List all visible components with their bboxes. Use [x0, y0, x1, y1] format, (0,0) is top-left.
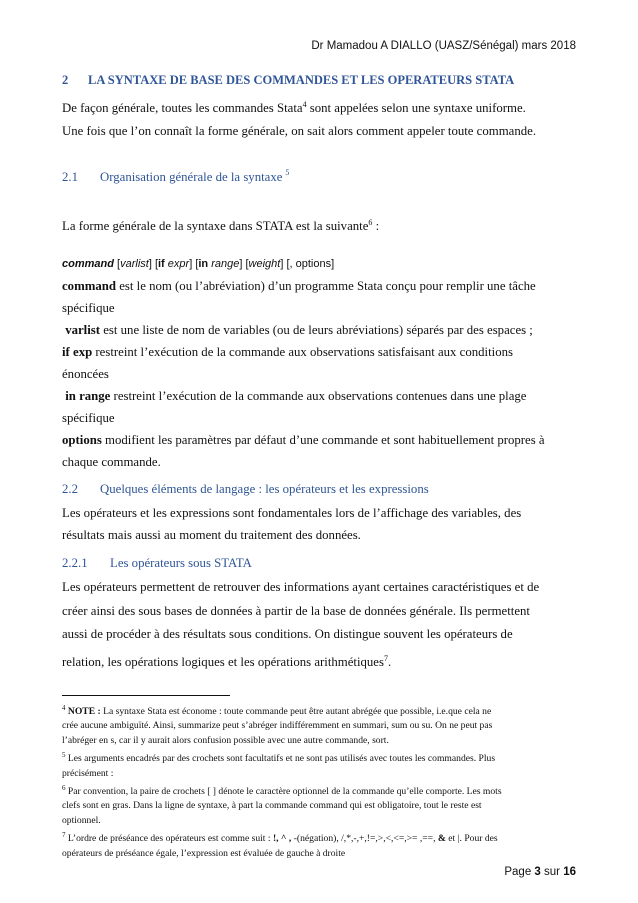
section-2-1-number: 2.1	[62, 170, 78, 184]
page-header	[311, 40, 576, 52]
syntax-expr: expr	[167, 258, 190, 270]
section-2-2-1-line-4	[62, 647, 580, 675]
footnote-7-text-a: L’ordre de préséance des opérateurs est comme suit :	[65, 833, 273, 845]
footnote-7	[62, 828, 580, 846]
item-options-keyword: options	[62, 433, 102, 447]
section-2-2-number: 2.2	[62, 482, 78, 496]
footnote-ref-4[interactable]: 4	[302, 100, 307, 109]
footnote-5	[62, 748, 580, 766]
item-options-desc-1: modifient les paramètres par défaut d’une commande et sont habituellement propres à	[101, 433, 545, 447]
item-inrange-keyword: in range	[65, 389, 111, 403]
footer-total-pages: 16	[563, 866, 576, 878]
syntax-in: in	[198, 258, 209, 270]
footnote-7-line-2: opérateurs de préséance égale, l’expression est évaluée de gauche à droite	[62, 847, 346, 859]
section-2-number: 2	[62, 73, 69, 87]
section-2-2-1-heading	[62, 556, 580, 571]
item-command-desc-1: est le nom (ou l’abréviation) d’un programme Stata conçu pour remplir une tâche	[116, 279, 536, 293]
footnote-4-line-2: crée aucune ambiguïté. Ainsi, summarize peut s’abréger indifféremment en summari, sum ou su. On ne peut pas	[62, 720, 493, 732]
item-options	[62, 429, 580, 451]
item-ifexp	[62, 341, 580, 363]
form-text-b: :	[372, 219, 380, 233]
section-2-2-1-line-4-text: relation, les opérations logiques et les opérations arithmétiques	[62, 654, 384, 669]
footnote-6-line-2: clefs sont en gras. Dans la ligne de syntaxe, à part la commande command qui est obligatoire, tout le reste est	[62, 800, 482, 812]
footnote-6	[62, 781, 580, 799]
footnote-separator	[62, 695, 230, 696]
item-varlist	[62, 319, 580, 341]
section-2-1-heading	[62, 168, 580, 185]
syntax-range: range	[211, 258, 240, 270]
section-2-2-1-number: 2.2.1	[62, 556, 88, 570]
footnote-4-number: 4	[62, 704, 66, 712]
item-inrange-desc-2: spécifique	[62, 411, 115, 425]
footnote-7-ampersand: &	[437, 833, 446, 845]
page-footer	[504, 866, 576, 878]
item-inrange	[62, 385, 580, 407]
section-2-2-line-1: Les opérateurs et les expressions sont fondamentales lors de l’affichage des variables, des	[62, 506, 522, 520]
footnotes	[62, 701, 580, 861]
section-2-2-1-line-2: créer ainsi des sous bases de données à partir de la base de données générale. Ils permettent	[62, 603, 530, 618]
footnote-ref-6[interactable]: 6	[368, 218, 373, 227]
footnote-4-line-1: La syntaxe Stata est économe : toute commande peut être autant abrégée que possible, i.e.que cela ne	[100, 706, 492, 717]
syntax-form-sentence	[62, 212, 580, 237]
footnote-6-number: 6	[62, 784, 66, 793]
footnote-5-line-2: précisément :	[62, 767, 114, 779]
section-2-2-1-line-4-end: .	[387, 654, 392, 669]
footnote-7-number: 7	[62, 831, 66, 840]
item-command	[62, 275, 580, 297]
section-2-intro	[62, 94, 580, 142]
section-2-2-line-2: résultats mais aussi au moment du traitement des données.	[62, 528, 361, 542]
footnote-5-number: 5	[62, 751, 66, 760]
footnote-ref-7[interactable]: 7	[383, 653, 388, 663]
form-text-a: La forme générale de la syntaxe dans STATA est la suivante	[62, 219, 369, 233]
footer-page-number: 3	[534, 866, 541, 878]
footer-page-word: Page	[504, 866, 535, 878]
footnote-7-operators: !, ^ ,	[272, 833, 292, 845]
footnote-4-line-3: l’abréger en s, car il y aurait alors confusion possible avec une autre commande, sort.	[62, 734, 389, 746]
section-2-2-1-title: Les opérateurs sous STATA	[110, 556, 252, 570]
syntax-if: if	[158, 258, 165, 270]
footnote-4	[62, 701, 580, 719]
syntax-varlist: varlist	[120, 258, 149, 270]
section-2-2-1-paragraph	[62, 576, 580, 674]
section-2-heading	[62, 73, 514, 88]
syntax-command: command	[62, 258, 114, 270]
footnote-7-text-b: -(négation), /,*,-,+,!=,>,<,<=,>= ,==,	[291, 833, 438, 845]
intro-line-2: Une fois que l’on connaît la forme générale, on sait alors comment appeler toute commande.	[62, 124, 537, 138]
intro-text-a: De façon générale, toutes les commandes Stata	[62, 101, 303, 115]
intro-text-b: sont appelées selon une syntaxe uniforme.	[306, 101, 526, 115]
section-2-2-paragraph	[62, 502, 580, 546]
footer-sur: sur	[540, 866, 564, 878]
item-varlist-keyword: varlist	[65, 323, 101, 337]
section-2-title: LA SYNTAXE DE BASE DES COMMANDES ET LES OPERATEURS STATA	[88, 73, 515, 87]
syntax-weight: weight	[248, 258, 281, 270]
item-ifexp-desc-1: restreint l’exécution de la commande aux observations satisfaisant aux conditions	[92, 345, 513, 359]
section-2-2-title: Quelques éléments de langage : les opérateurs et les expressions	[100, 482, 429, 496]
syntax-items	[62, 275, 580, 473]
header-author-line: Dr Mamadou A DIALLO (UASZ/Sénégal) mars 2018	[311, 40, 576, 52]
item-inrange-desc-1: restreint l’exécution de la commande aux observations contenues dans une plage	[110, 389, 527, 403]
item-varlist-desc: est une liste de nom de variables (ou de leurs abréviations) séparés par des espaces ;	[100, 323, 533, 337]
item-options-desc-2: chaque commande.	[62, 455, 161, 469]
footnote-ref-5[interactable]: 5	[285, 168, 290, 177]
item-ifexp-desc-2: énoncées	[62, 367, 109, 381]
intro-line-1	[62, 94, 580, 119]
section-2-1-title: Organisation générale de la syntaxe	[100, 170, 283, 184]
item-ifexp-keyword: if exp	[62, 345, 93, 359]
item-command-desc-2: spécifique	[62, 301, 115, 315]
footnote-6-line-3: optionnel.	[62, 814, 101, 826]
footnote-4-label: NOTE :	[67, 706, 101, 717]
syntax-line: command [varlist] [if expr] [in range] [weight] [, options]	[62, 258, 335, 270]
syntax-options: , options	[289, 258, 332, 270]
footnote-6-line-1: Par convention, la paire de crochets [ ] dénote le caractère optionnel de la commande qu’elle comporte. Les mots	[65, 786, 502, 798]
footnote-5-line-1: Les arguments encadrés par des crochets sont facultatifs et ne sont pas utilisés avec toutes les commandes. Plus	[65, 753, 496, 765]
section-2-2-1-line-1: Les opérateurs permettent de retrouver des informations ayant certaines caractéristiques et de	[62, 580, 540, 594]
item-command-keyword: command	[62, 279, 117, 293]
section-2-2-1-line-3: aussi de procéder à des résultats sous conditions. On distingue souvent les opérateurs de	[62, 627, 513, 641]
footnote-7-text-c: et |. Pour des	[445, 833, 498, 845]
section-2-2-heading	[62, 482, 580, 497]
